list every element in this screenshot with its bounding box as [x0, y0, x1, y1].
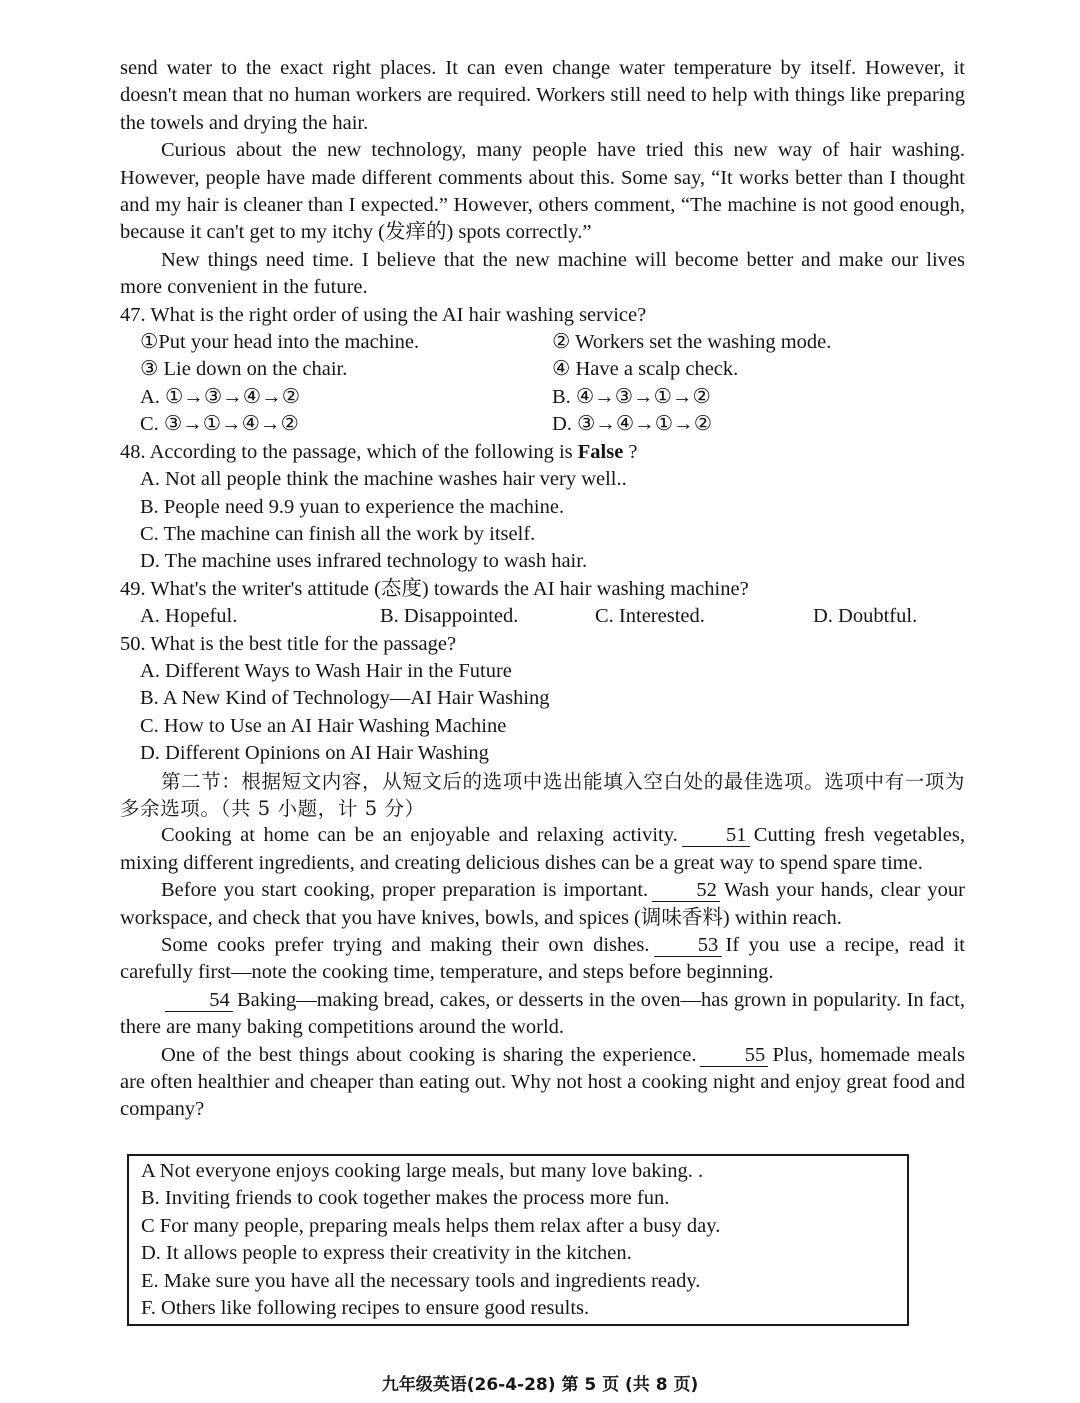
cloze-paragraph-2: Before you start cooking, proper preparation is important. 52 Wash your hands, clear your workspace, and check that you have knives, bowls, and spices (调味香料) within reach. — [120, 879, 965, 929]
section-2-instruction: 第二节：根据短文内容，从短文后的选项中选出能填入空白处的最佳选项。选项中有一项为多余选项。（共 5 小题，计 5 分） — [120, 769, 966, 820]
choice-f[interactable]: F. Others like following recipes to ensure good results. — [141, 1297, 590, 1320]
blank-53[interactable]: 53 — [654, 934, 722, 957]
option-b[interactable]: B. ④→③→①→② — [552, 385, 711, 408]
step-3: ③ Lie down on the chair. — [140, 358, 348, 381]
choice-e[interactable]: E. Make sure you have all the necessary tools and ingredients ready. — [141, 1269, 701, 1292]
blank-54[interactable]: 54 — [165, 989, 233, 1012]
step-1: ①Put your head into the machine. — [140, 331, 420, 354]
option-d[interactable]: D. The machine uses infrared technology to wash hair. — [140, 550, 588, 573]
step-2: ② Workers set the washing mode. — [552, 331, 832, 354]
option-d[interactable]: D. Doubtful. — [813, 605, 918, 628]
passage-paragraph: Curious about the new technology, many people have tried this new way of hair washing. However, people have made different comments about this. Some say, “It works better than I thought and my hair is cleaner than I expected.” However, others comment, “The machine is not good enough, because it can't get to my itchy (发痒的) spots correctly.” — [120, 139, 965, 244]
cloze-paragraph-3: Some cooks prefer trying and making their own dishes. 53 If you use a recipe, read it carefully first—note the cooking time, temperature, and steps before beginning. — [120, 934, 965, 984]
option-b[interactable]: B. Disappointed. — [380, 605, 519, 628]
passage-paragraph: send water to the exact right places. It can even change water temperature by itself. However, it doesn't mean that no human workers are required. Workers still need to help with things like preparing the towels and drying the hair. — [120, 57, 965, 134]
option-a[interactable]: A. ①→③→④→② — [140, 385, 301, 408]
cloze-paragraph-5: One of the best things about cooking is sharing the experience. 55 Plus, homemade meals are often healthier and cheaper than eating out. Why not host a cooking night and enjoy great food and company? — [120, 1043, 965, 1121]
choice-d[interactable]: D. It allows people to express their creativity in the kitchen. — [141, 1242, 632, 1265]
exam-page-content — [120, 55, 965, 1124]
answer-choices-box — [127, 1154, 909, 1326]
cloze-paragraph-1: Cooking at home can be an enjoyable and relaxing activity. 51 Cutting fresh vegetables, mixing different ingredients, and creating delicious dishes can be a great way to spend spare time. — [120, 824, 965, 874]
option-c[interactable]: C. The machine can finish all the work by itself. — [140, 522, 536, 545]
page-footer: 九年级英语(26-4-28) 第 5 页 (共 8 页) — [381, 1375, 699, 1395]
option-b[interactable]: B. People need 9.9 yuan to experience the machine. — [140, 495, 565, 518]
passage-paragraph: New things need time. I believe that the new machine will become better and make our lives more convenient in the future. — [120, 248, 965, 299]
option-a[interactable]: A. Not all people think the machine washes hair very well.. — [140, 468, 627, 491]
option-c[interactable]: C. ③→①→④→② — [140, 413, 299, 436]
choice-a[interactable]: A Not everyone enjoys cooking large meals, but many love baking. . — [141, 1160, 704, 1182]
question-49-options — [120, 603, 965, 630]
question-47-stem: 47. What is the right order of using the AI hair washing service? — [120, 303, 647, 326]
choice-c[interactable]: C For many people, preparing meals helps them relax after a busy day. — [141, 1214, 721, 1237]
option-c[interactable]: C. How to Use an AI Hair Washing Machine — [140, 714, 507, 737]
option-a[interactable]: A. Hopeful. — [140, 605, 238, 628]
question-48-stem: 48. According to the passage, which of the following is False ? — [120, 440, 638, 463]
blank-52[interactable]: 52 — [652, 879, 720, 902]
step-4: ④ Have a scalp check. — [552, 358, 739, 381]
blank-55[interactable]: 55 — [700, 1044, 768, 1067]
choice-b[interactable]: B. Inviting friends to cook together makes the process more fun. — [141, 1187, 670, 1210]
option-b[interactable]: B. A New Kind of Technology—AI Hair Washing — [140, 687, 550, 710]
option-a[interactable]: A. Different Ways to Wash Hair in the Future — [140, 659, 512, 682]
question-50-stem: 50. What is the best title for the passage? — [120, 632, 457, 655]
option-c[interactable]: C. Interested. — [595, 605, 705, 628]
question-47-options — [120, 384, 965, 411]
option-d[interactable]: D. Different Opinions on AI Hair Washing — [140, 742, 489, 765]
option-d[interactable]: D. ③→④→①→② — [552, 413, 713, 436]
question-47-steps — [120, 329, 965, 356]
cloze-paragraph-4: 54 Baking—making bread, cakes, or desserts in the oven—has grown in popularity. In fact, there are many baking competitions around the world. — [120, 988, 965, 1039]
question-49-stem: 49. What's the writer's attitude (态度) towards the AI hair washing machine? — [120, 577, 749, 600]
blank-51[interactable]: 51 — [682, 824, 750, 847]
